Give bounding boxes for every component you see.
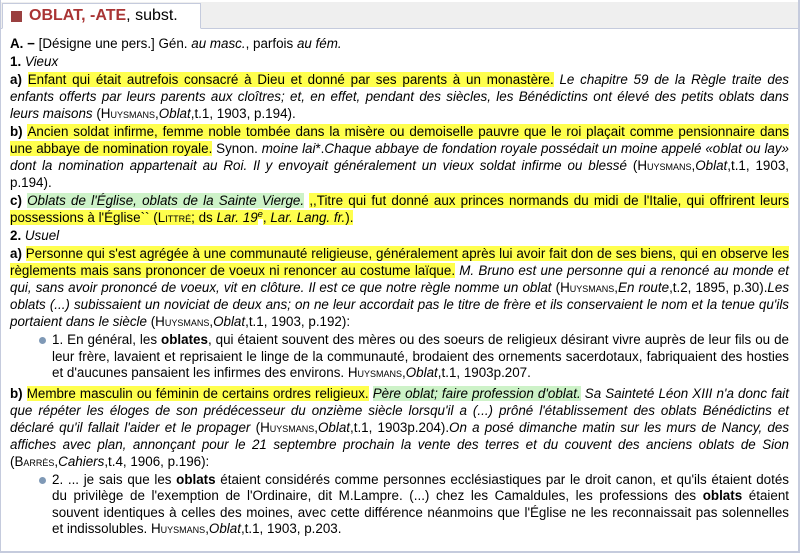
text-segment: Personne qui s'est agrégée à une communauté religieuse, généralement après lui avoir fait don de ses biens, qui en observe les règlements mais sans prononcer de voeux ni renoncer au costume laïque. [10,246,789,278]
text-segment: ( [96,106,101,121]
sense-2-header [10,227,789,244]
text-segment: b) [10,124,28,139]
text-segment: , [54,453,59,469]
text-segment: , [209,314,214,329]
text-segment: ,t.1, 1903, p.203. [240,521,342,536]
text-segment: Huysmans [347,365,403,380]
text-segment: [Désigne une pers.] Gén. [38,36,192,51]
text-segment: Cahiers [58,453,105,469]
text-segment: M. Bruno est une personne qui a renoncé au monde et qui, sans avoir prononcé de voeux, vit en clôture. Il est ce que notre règle nomme un oblat [10,263,789,295]
text-segment: ( [150,314,156,329]
text-segment: Vieux [24,54,59,69]
entry-body [1,29,798,545]
text-segment: 2. ... je sais que les [52,471,177,487]
text-segment: Huysmans [637,158,692,173]
text-segment: Huysmans [260,419,315,435]
text-segment: Membre masculin ou féminin de certains ordres religieux. [26,385,369,401]
text-segment: ( [10,453,15,469]
text-segment: Oblat [405,365,438,380]
quote-bullet-icon [39,477,46,484]
text-segment: oblats [702,488,743,503]
grammar-line [10,35,789,52]
text-segment: ( [555,280,561,295]
text-segment: Littré [157,210,192,225]
tab-bar [1,2,798,29]
text-segment: étaient considérés comme personnes ecclésiastiques par le droit canon, et qu'ils étaient dotés du privilège de l'exemption de l'Ordinaire, dit M.Lampre. (...) chez les Camaldules, les professions des [52,471,789,503]
sense-2b [10,385,789,470]
text-segment: Huysmans [560,280,615,295]
text-segment: étaient souvent identiques à celles des moines, avec cette différence néanmoins que l'Église ne les reconnaissait pas solennelles et indissolubles. [52,488,789,536]
text-segment: *. [315,141,325,156]
sense-2a [10,245,789,330]
text-segment: Oblat [695,158,728,173]
text-segment: oblats [176,471,216,487]
text-segment: a) [10,246,26,261]
text-segment: , parfois [245,36,297,51]
text-segment: 2. [10,228,25,243]
entry-headword: OBLAT, -ATE [29,7,127,24]
text-segment: ,t.1, 1903p.207. [437,365,531,380]
sense-1c [10,192,789,226]
text-segment: b) [10,385,27,401]
text-segment: , [691,158,696,173]
text-segment: ( [255,419,261,435]
text-segment: Oblats de l'Église, oblats de la Sainte Vierge. [27,193,305,208]
text-segment: a) [10,72,28,87]
text-segment: c) [10,193,28,208]
text-segment: ,t.1, 1903, p.194). [10,158,789,190]
text-segment: Le chapitre 59 de la Règle traite des enfants offerts par leurs parents aux cloîtres; et, en effet, pendant des siècles, les Bénédictins ont élevé des petits oblats dans leurs maisons [10,72,789,121]
text-segment: Barrès [14,453,55,469]
text-segment: Ancien soldat infirme, femme noble tombée dans la misère ou demoiselle pauvre que le roi plaçait comme pensionnaire dans une abbaye de nomination royale. [10,124,789,156]
text-segment: e [257,208,263,219]
text-segment: Oblat [158,106,191,121]
text-segment: Chaque abbaye de fondation royale possédait un moine appelé «oblat ou lay» dont la nomination appartenait au Roi. Il y envoyait généralement un vieux soldat infirme ou blessé [10,141,790,173]
entry-pos: , subst. [126,7,178,24]
text-segment: Huysmans [155,314,210,329]
sense-1-header [10,53,789,70]
text-segment: , [262,210,271,225]
text-segment: ,t.1, 1903p.204). [350,419,450,435]
text-segment: , [205,521,209,536]
text-segment: , qui étaient souvent des mères ou des soeurs de religieux désirant vivre auprès de leur fils ou de leur frère, lavaient et reprisaient le linge de la communauté, brodaient des ornements sacerdotaux, fabriquaient des hosties et d'aucunes pansaient les infirmes des environs. [52,332,790,380]
text-segment: ,t.2, 1895, p.30). [669,280,768,295]
text-segment: ). [345,210,354,225]
text-segment: On a posé dimanche matin sur les murs de Nancy, des affiches avec plan, annonçant pour le 21 septembre prochain la vente des terres et du couvent des anciens oblats de Sion [10,419,790,452]
text-segment: Usuel [24,228,60,243]
text-segment: En route [618,280,670,295]
text-segment: au masc. [191,36,246,51]
text-segment: Lar. Lang. fr. [270,210,346,225]
sense-1b [10,123,789,191]
quote-2 [52,472,789,538]
text-segment: Lar. 19 [216,210,258,225]
text-segment: A. − [10,36,39,51]
text-segment: Enfant qui était autrefois consacré à Dieu et donné par ses parents à un monastère. [27,72,554,87]
quote-1 [52,332,789,382]
text-segment: Les oblats (...) subissaient un noviciat de deux ans; on ne leur accordait pas le titre de frère et ils conservaient le nom et la tenue qu'ils portaient dans le siècle [10,280,790,329]
text-segment: ; ds [191,210,217,225]
text-segment: ,t.1, 1903, p.194). [190,106,296,121]
text-segment: oblates [161,332,208,347]
quote-bullet-icon [39,337,46,344]
text-segment: ( [632,158,638,173]
text-segment: Oblat [213,314,246,329]
sense-1a [10,71,789,122]
text-segment: au fém. [296,36,342,51]
text-segment: , [402,365,406,380]
text-segment: Huysmans [100,106,155,121]
text-segment: Père oblat; faire profession d'oblat. [372,385,581,401]
text-segment: moine lai [261,141,316,156]
text-segment: Oblat [208,521,241,536]
text-segment: ,t.1, 1903, p.192): [245,314,351,329]
entry-tab[interactable] [2,3,201,29]
text-segment: , [314,419,318,435]
text-segment: Sa Sainteté Léon XIII n'a donc fait que répéter les éloges de son prédécesseur du onzième siècle lorsqu'il a (...) prôné l'établissement des oblats Bénédictins et déclaré qu'il fallait l'aider et le propager [10,385,789,435]
entry-marker-icon [11,11,22,22]
text-segment: ,,Titre qui fut donné aux princes normands du midi de l'Italie, qui offrirent leurs possessions à l'Église`` ( [10,193,789,225]
text-segment: , [154,106,159,121]
text-segment: , [614,280,619,295]
text-segment: Synon. [212,141,262,156]
text-segment: Huysmans [151,521,206,536]
text-segment: Oblat [318,419,351,435]
text-segment: ,t.4, 1906, p.196): [104,453,210,469]
text-segment: 1. En général, les [52,332,162,347]
text-segment: 1. [10,54,25,69]
